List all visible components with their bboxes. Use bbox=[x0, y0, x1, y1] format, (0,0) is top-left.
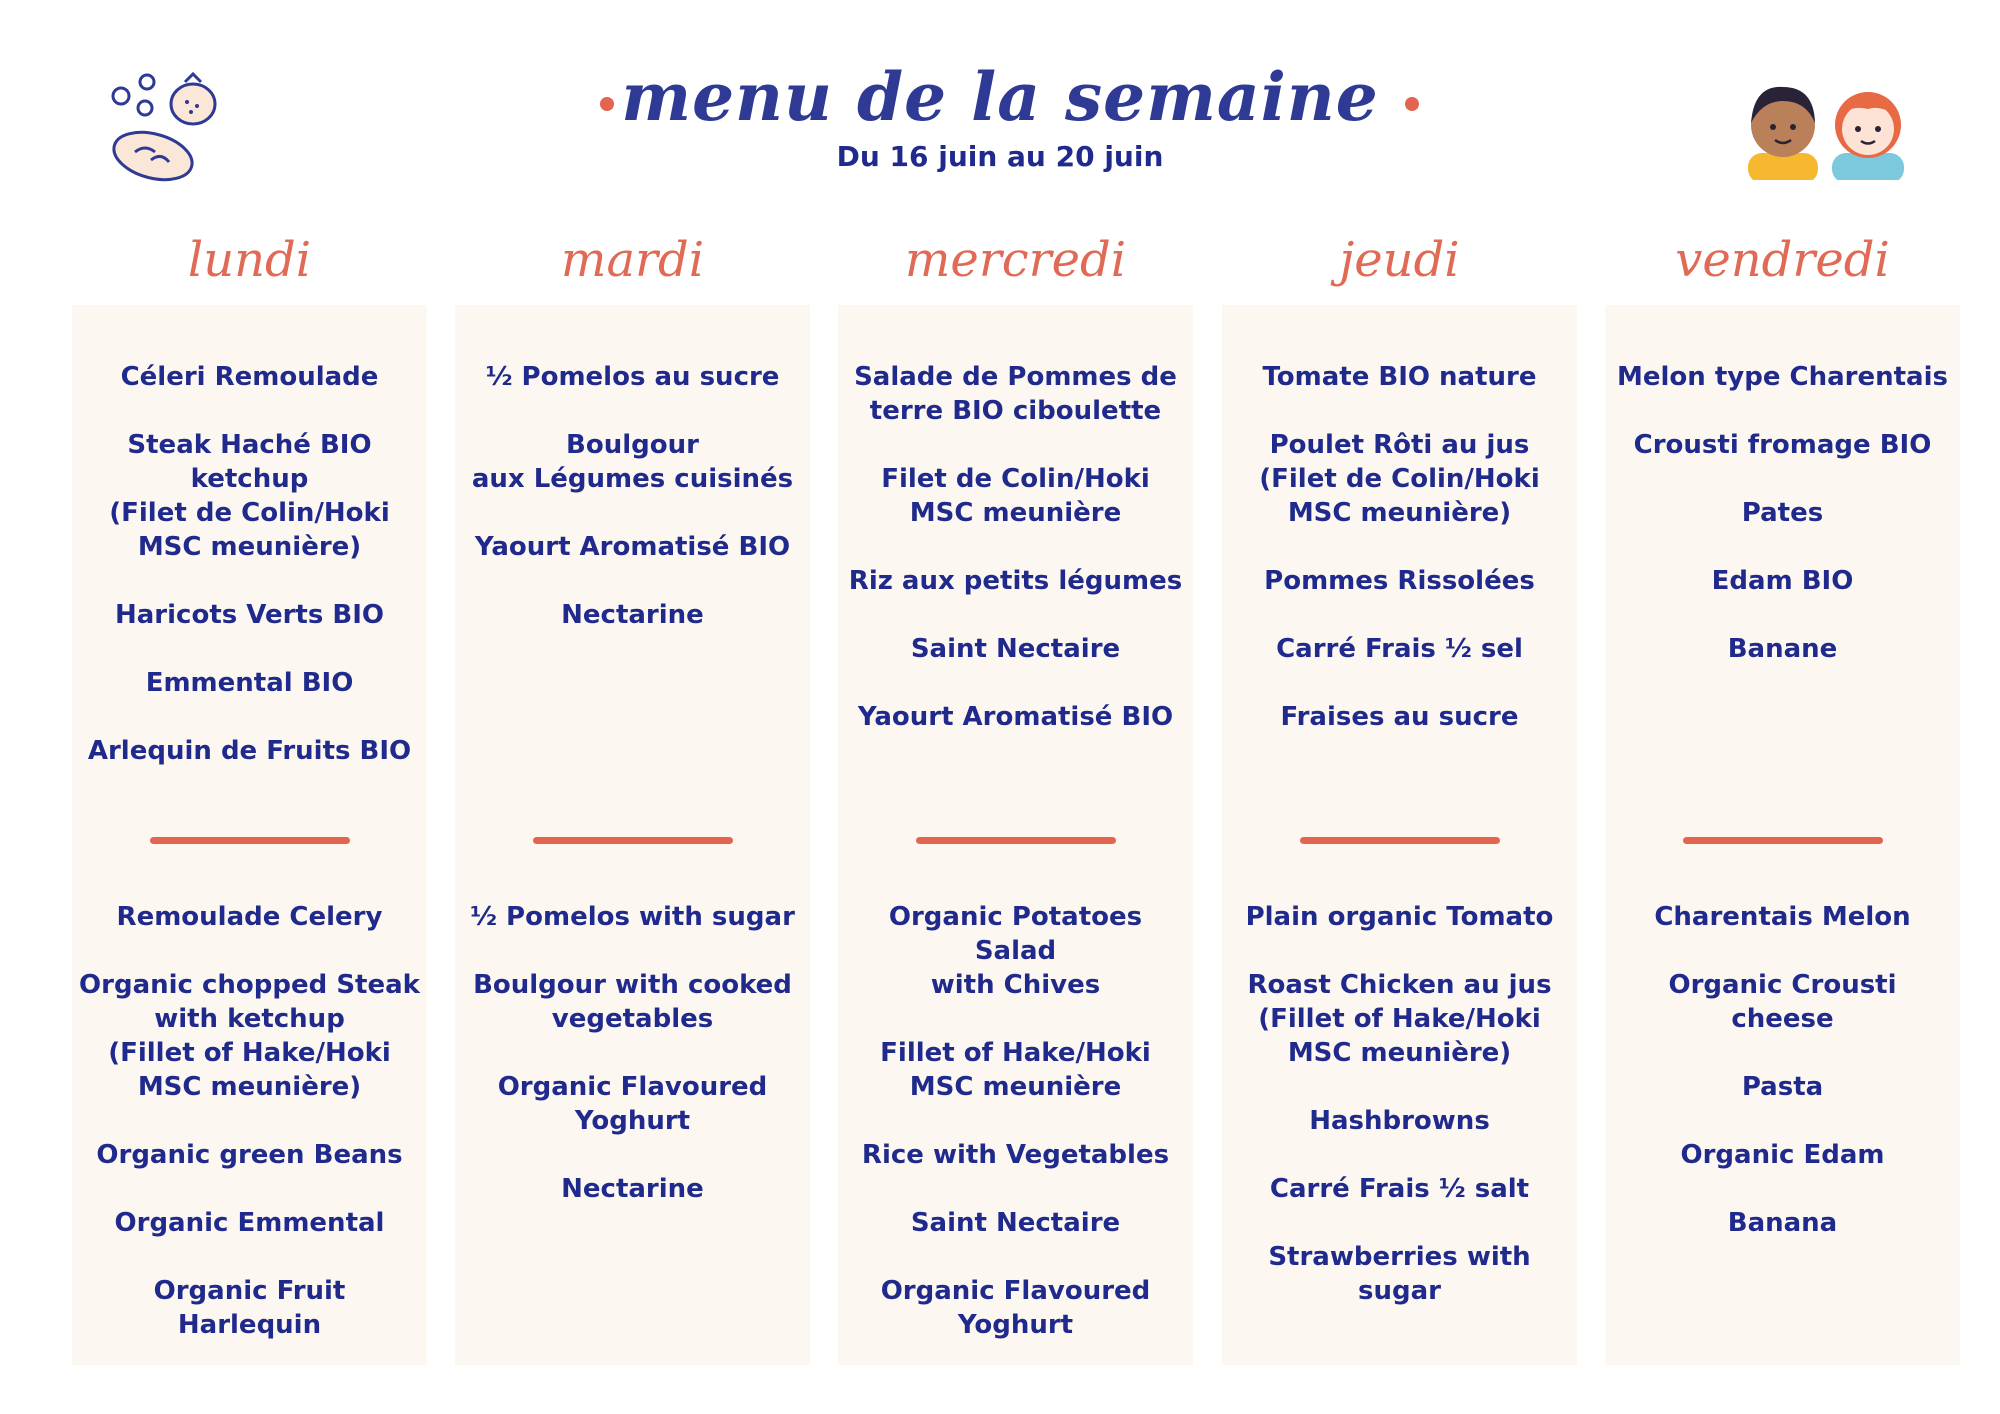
french-menu bbox=[72, 360, 427, 802]
menu-item: Yaourt Aromatisé BIO bbox=[474, 532, 791, 562]
menu-item: Banane bbox=[1727, 634, 1838, 664]
day-column-vendredi bbox=[1605, 305, 1960, 1365]
menu-item: Pasta bbox=[1741, 1072, 1824, 1102]
menu-item: Arlequin de Fruits BIO bbox=[87, 736, 412, 766]
french-menu bbox=[838, 360, 1193, 768]
menu-item: Organic Fruit Harlequin bbox=[153, 1276, 346, 1340]
page-subtitle: Du 16 juin au 20 juin bbox=[836, 140, 1164, 173]
menu-item: Riz aux petits légumes bbox=[848, 566, 1183, 596]
day-column-mardi bbox=[455, 305, 810, 1365]
menu-item: ½ Pomelos au sucre bbox=[485, 362, 780, 392]
menu-item: Edam BIO bbox=[1711, 566, 1854, 596]
menu-item: Organic Flavoured Yoghurt bbox=[497, 1072, 768, 1136]
menu-item: Filet de Colin/Hoki MSC meunière bbox=[881, 464, 1150, 528]
english-menu bbox=[1222, 900, 1577, 1342]
menu-item: Charentais Melon bbox=[1654, 902, 1911, 932]
page-title: menu de la semaine bbox=[621, 58, 1379, 136]
day-column-mercredi bbox=[838, 305, 1193, 1365]
header bbox=[0, 0, 2000, 200]
menu-item: Nectarine bbox=[561, 1174, 704, 1204]
menu-item: Fraises au sucre bbox=[1280, 702, 1519, 732]
menu-item: Organic Crousti cheese bbox=[1668, 970, 1897, 1034]
menu-item: Strawberries with sugar bbox=[1268, 1242, 1531, 1306]
menu-item: Rice with Vegetables bbox=[861, 1140, 1170, 1170]
french-menu bbox=[1222, 360, 1577, 768]
menu-item: Carré Frais ½ sel bbox=[1276, 634, 1523, 664]
menu-item: Tomate BIO nature bbox=[1262, 362, 1537, 392]
menu-item: Steak Haché BIO ketchup (Filet de Colin/Hoki MSC meunière) bbox=[109, 430, 390, 562]
separator-line bbox=[1300, 837, 1500, 844]
menu-item: Nectarine bbox=[561, 600, 704, 630]
separator-line bbox=[916, 837, 1116, 844]
menu-item: Crousti fromage BIO bbox=[1633, 430, 1932, 460]
menu-item: Organic Emmental bbox=[114, 1208, 385, 1238]
separator-line bbox=[1683, 837, 1883, 844]
menu-item: Fillet of Hake/Hoki MSC meunière bbox=[880, 1038, 1151, 1102]
menu-item: Organic Flavoured Yoghurt bbox=[880, 1276, 1151, 1340]
english-menu bbox=[1605, 900, 1960, 1274]
menu-item: ½ Pomelos with sugar bbox=[470, 902, 795, 932]
day-name-mardi: mardi bbox=[560, 232, 705, 288]
english-menu bbox=[838, 900, 1193, 1376]
title-dot-right bbox=[1405, 97, 1419, 111]
menu-item: Poulet Rôti au jus (Filet de Colin/Hoki MSC meunière) bbox=[1259, 430, 1540, 528]
separator-line bbox=[150, 837, 350, 844]
english-menu bbox=[455, 900, 810, 1240]
day-column-lundi bbox=[72, 305, 427, 1365]
menu-item: Haricots Verts BIO bbox=[115, 600, 384, 630]
day-name-jeudi: jeudi bbox=[1339, 232, 1460, 288]
day-name-lundi: lundi bbox=[187, 232, 312, 288]
menu-item: Organic green Beans bbox=[96, 1140, 403, 1170]
menu-item: Pates bbox=[1741, 498, 1824, 528]
menu-item: Saint Nectaire bbox=[910, 634, 1121, 664]
menu-item: Organic Potatoes Salad with Chives bbox=[888, 902, 1143, 1000]
separator-line bbox=[533, 837, 733, 844]
menu-item: Pommes Rissolées bbox=[1264, 566, 1535, 596]
menu-item: Boulgour aux Légumes cuisinés bbox=[471, 430, 794, 494]
day-column-jeudi bbox=[1222, 305, 1577, 1365]
menu-item: Yaourt Aromatisé BIO bbox=[857, 702, 1174, 732]
menu-item: Organic Edam bbox=[1680, 1140, 1885, 1170]
english-menu bbox=[72, 900, 427, 1376]
menu-item: Plain organic Tomato bbox=[1245, 902, 1554, 932]
french-menu bbox=[455, 360, 810, 666]
menu-item: Banana bbox=[1727, 1208, 1838, 1238]
french-menu bbox=[1605, 360, 1960, 700]
two-children-illustration-icon bbox=[1740, 65, 1920, 180]
day-name-vendredi: vendredi bbox=[1675, 232, 1890, 288]
menu-item: Roast Chicken au jus (Fillet of Hake/Hoki MSC meunière) bbox=[1247, 970, 1552, 1068]
menu-item: Céleri Remoulade bbox=[120, 362, 379, 392]
menu-item: Saint Nectaire bbox=[910, 1208, 1121, 1238]
menu-item: Emmental BIO bbox=[145, 668, 354, 698]
menu-item: Salade de Pommes de terre BIO ciboulette bbox=[854, 362, 1177, 426]
menu-item: Carré Frais ½ salt bbox=[1269, 1174, 1530, 1204]
menu-item: Melon type Charentais bbox=[1617, 362, 1948, 392]
menu-item: Hashbrowns bbox=[1309, 1106, 1490, 1136]
menu-item: Boulgour with cooked vegetables bbox=[473, 970, 792, 1034]
menu-item: Organic chopped Steak with ketchup (Fillet of Hake/Hoki MSC meunière) bbox=[79, 970, 420, 1102]
day-name-mercredi: mercredi bbox=[904, 232, 1127, 288]
menu-item: Remoulade Celery bbox=[116, 902, 383, 932]
